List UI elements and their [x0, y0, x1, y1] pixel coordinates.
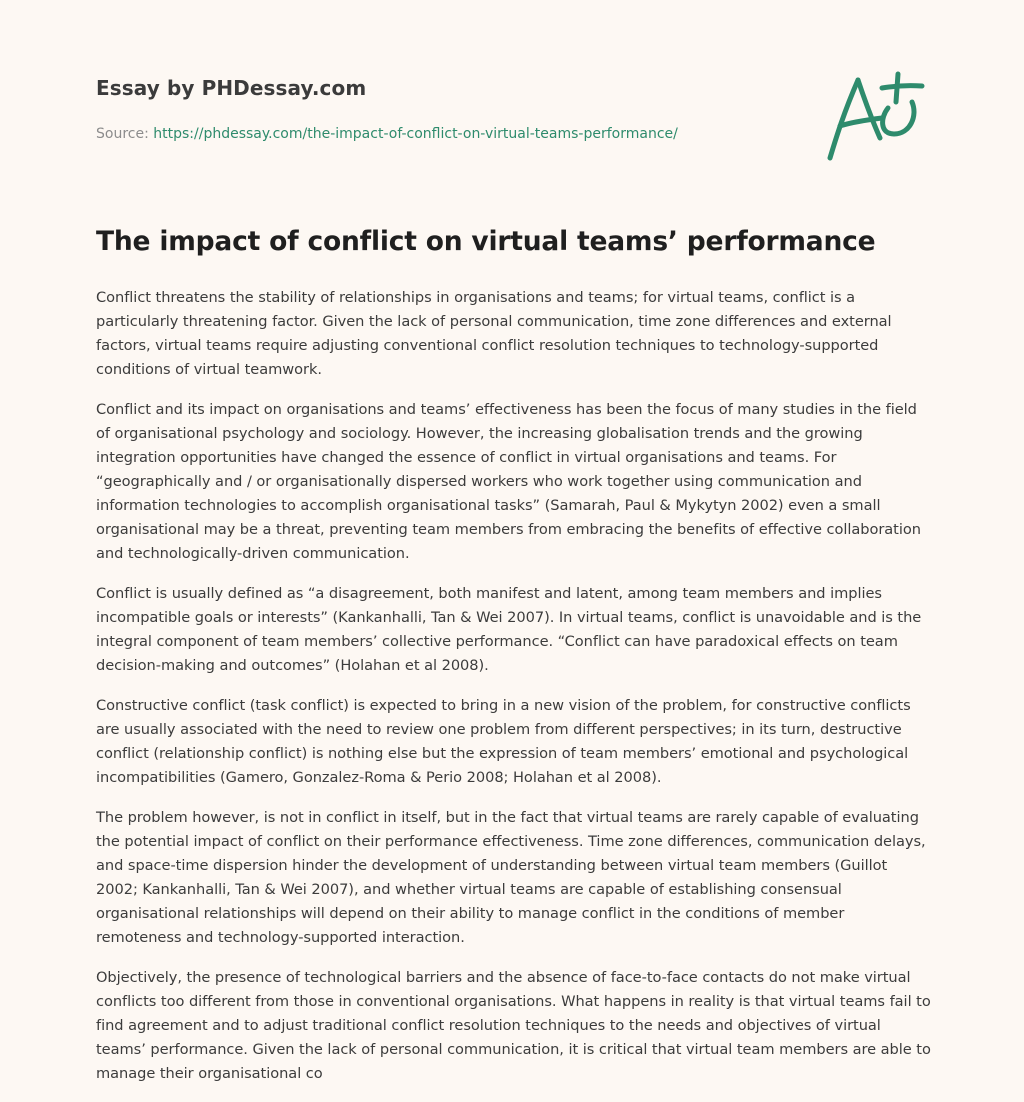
- page-header: [96, 76, 816, 142]
- a-plus-logo-icon: [822, 68, 928, 164]
- source-link[interactable]: https://phdessay.com/the-impact-of-conflict-on-virtual-teams-performance/: [153, 126, 678, 142]
- article-paragraph: The problem however, is not in conflict in itself, but in the fact that virtual teams are rarely capable of evaluating the potential impact of conflict on their performance effectiveness. Time zone differences, communication delays, and space-time dispersion hinder the development of understanding between virtual team members (Guillot 2002; Kankanhalli, Tan & Wei 2007), and whether virtual teams are capable of establishing consensual organisational relationships will depend on their ability to manage conflict in the conditions of member remoteness and technology-supported interaction.: [96, 809, 926, 946]
- article-title: The impact of conflict on virtual teams’ performance: [96, 226, 876, 257]
- article-paragraph: Conflict threatens the stability of relationships in organisations and teams; for virtual teams, conflict is a particularly threatening factor. Given the lack of personal communication, time zone differences and external factors, virtual teams require adjusting conventional conflict resolution techniques to technology-supported conditions of virtual teamwork.: [96, 289, 892, 378]
- article-paragraph: Constructive conflict (task conflict) is expected to bring in a new vision of the problem, for constructive conflicts are usually associated with the need to review one problem from different perspectives; in its turn, destructive conflict (relationship conflict) is nothing else but the expression of team members’ emotional and psychological incompatibilities (Gamero, Gonzalez-Roma & Perio 2008; Holahan et al 2008).: [96, 697, 911, 786]
- article-paragraph: Conflict and its impact on organisations and teams’ effectiveness has been the focus of many studies in the field of organisational psychology and sociology. However, the increasing globalisation trends and the growing integration opportunities have changed the essence of conflict in virtual organisations and teams. For “geographically and / or organisationally dispersed workers who work together using communication and information technologies to accomplish organisational tasks” (Samarah, Paul & Mykytyn 2002) even a small organisational may be a threat, preventing team members from embracing the benefits of effective collaboration and technologically-driven communication.: [96, 401, 921, 562]
- article-paragraph: Conflict is usually defined as “a disagreement, both manifest and latent, among team members and implies incompatible goals or interests” (Kankanhalli, Tan & Wei 2007). In virtual teams, conflict is unavoidable and is the integral component of team members’ collective performance. “Conflict can have paradoxical effects on team decision-making and outcomes” (Holahan et al 2008).: [96, 585, 922, 674]
- article-paragraph: Objectively, the presence of technological barriers and the absence of face-to-face contacts do not make virtual conflicts too different from those in conventional organisations. What happens in reality is that virtual teams fail to find agreement and to adjust traditional conflict resolution techniques to the needs and objectives of virtual teams’ performance. Given the lack of personal communication, it is critical that virtual team members are able to manage their organisational co: [96, 969, 931, 1082]
- site-brand: Essay by PHDessay.com: [96, 76, 367, 100]
- article-body: [96, 286, 932, 1102]
- source-label: Source:: [96, 126, 149, 142]
- source-line: [96, 126, 816, 142]
